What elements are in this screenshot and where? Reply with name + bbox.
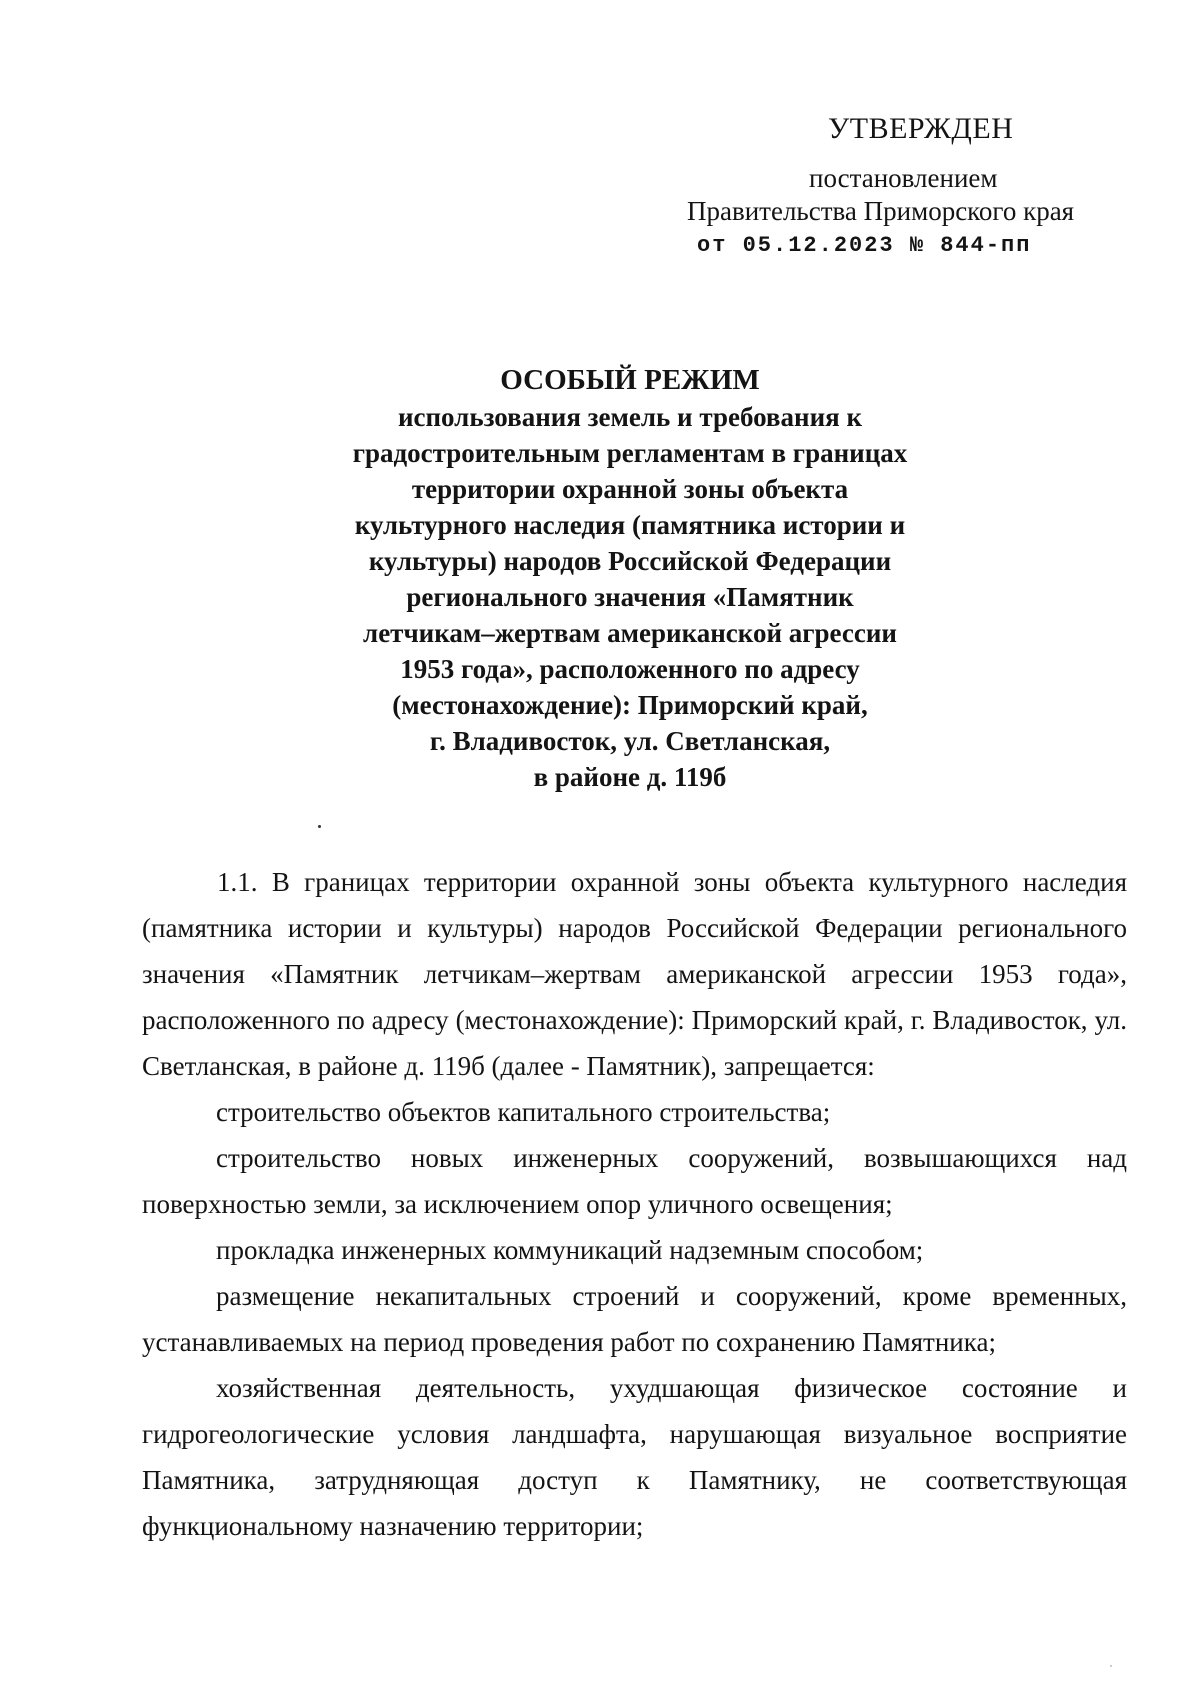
list-item: строительство новых инженерных сооружений, возвышающихся над поверхностью земли, за исключением опор уличного освещения; (142, 1143, 1127, 1219)
title-line: г. Владивосток, ул. Светланская, (429, 726, 831, 756)
title-main: ОСОБЫЙ РЕЖИМ (500, 364, 760, 396)
title-line: в районе д. 119б (533, 762, 727, 792)
list-item: строительство объектов капитального строительства; (216, 1097, 831, 1127)
title-line: культурного наследия (памятника истории и (354, 510, 906, 540)
list-item: хозяйственная деятельность, ухудшающая физическое состояние и гидрогеологические условия ландшафта, нарушающая визуальное восприятие Памятника, затрудняющая доступ к Памятнику, не соответствующая функциональному назначению территории; (142, 1373, 1127, 1541)
title-line: регионального значения «Памятник (406, 582, 854, 612)
approval-resolution-label: постановлением (809, 163, 998, 193)
title-subtitle (250, 399, 1010, 795)
title-line: территории охранной зоны объекта (411, 474, 849, 504)
document-body (142, 859, 1127, 1549)
list-item: прокладка инженерных коммуникаций надземным способом; (216, 1235, 924, 1265)
document-title (250, 362, 1010, 795)
approval-government-label: Правительства Приморского края (687, 196, 1075, 226)
title-line: (местонахождение): Приморский край, (392, 690, 868, 720)
title-line: использования земель и требования к (397, 402, 863, 432)
title-line: 1953 года», расположенного по адресу (400, 654, 860, 684)
approved-heading: УТВЕРЖДЕН (828, 112, 1014, 145)
scan-speck (1110, 1665, 1112, 1667)
paragraph-1-1: 1.1. В границах территории охранной зоны объекта культурного наследия (памятника истории и культуры) народов Российской Федерации регионального значения «Памятник летчикам–жертвам американской агрессии 1953 года», расположенного по адресу (местонахождение): Приморский край, г. Владивосток, ул. Светланская, в районе д. 119б (далее - Памятник), запрещается: (142, 867, 1127, 1081)
scan-speck (318, 825, 321, 828)
approval-date-number: от 05.12.2023 № 844-пп (697, 233, 1032, 258)
title-line: культуры) народов Российской Федерации (368, 546, 892, 576)
title-line: летчикам–жертвам американской агрессии (363, 618, 897, 648)
list-item: размещение некапитальных строений и сооружений, кроме временных, устанавливаемых на период проведения работ по сохранению Памятника; (142, 1281, 1127, 1357)
title-line: градостроительным регламентам в границах (352, 438, 908, 468)
